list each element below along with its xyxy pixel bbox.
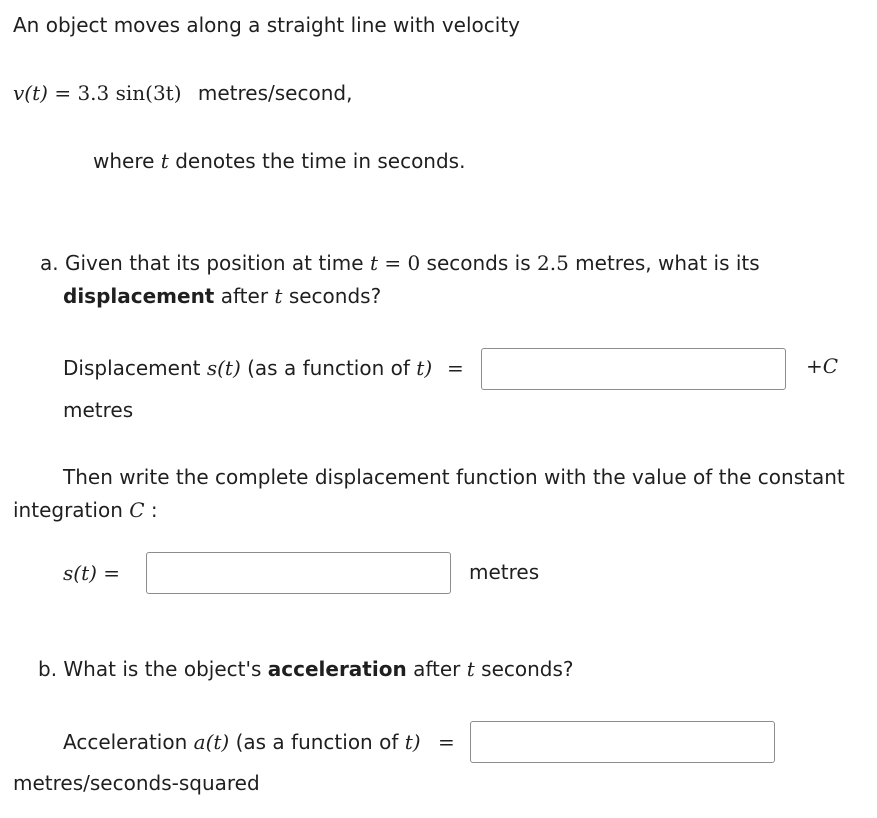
s-label: s(t) <box>63 561 97 585</box>
disp-label-fn: s(t) <box>206 356 241 380</box>
part-b-q-post: seconds? <box>481 657 574 681</box>
part-a-q2-pre: after <box>220 284 269 308</box>
s-function-unit: metres <box>469 560 540 584</box>
part-a-q-eq: = 0 <box>384 251 421 275</box>
displacement-label <box>63 356 432 380</box>
part-b-question <box>38 657 574 681</box>
time-note <box>93 149 465 173</box>
acceleration-input[interactable] <box>470 721 775 763</box>
acceleration-unit: metres/seconds-squared <box>13 771 260 795</box>
constant-instruction-line2 <box>13 498 158 522</box>
constant-instruction-pre: integration <box>13 498 123 522</box>
acceleration-label <box>63 730 421 754</box>
velocity-unit: metres/second, <box>197 81 353 105</box>
constant-instruction-var: C <box>129 498 145 522</box>
acceleration-keyword: acceleration <box>267 657 407 681</box>
time-note-var: t <box>160 149 169 173</box>
intro-text: An object moves along a straight line with velocity <box>13 13 521 37</box>
time-note-pre: where <box>93 149 155 173</box>
velocity-equals: = <box>54 81 72 105</box>
velocity-rhs: 3.3 sin(3t) <box>77 81 182 105</box>
acceleration-equals: = <box>438 730 455 754</box>
part-b-q-pre: b. What is the object's <box>38 657 262 681</box>
acc-label-pre: Acceleration <box>63 730 188 754</box>
displacement-keyword: displacement <box>63 284 215 308</box>
s-function-input[interactable] <box>146 552 451 594</box>
disp-label-mid: (as a function of <box>247 356 410 380</box>
velocity-equation <box>13 81 352 105</box>
part-a-q-val: 2.5 <box>537 251 569 275</box>
s-function-label <box>63 561 120 585</box>
disp-label-var: t) <box>416 356 433 380</box>
time-note-post: denotes the time in seconds. <box>175 149 466 173</box>
plus-c: +C <box>806 354 839 378</box>
part-a-q-t: t <box>369 251 378 275</box>
part-a-q2-var: t <box>274 284 283 308</box>
displacement-unit: metres <box>63 398 134 422</box>
displacement-input[interactable] <box>481 348 786 390</box>
part-a-q2-post: seconds? <box>288 284 382 308</box>
acc-label-var: t) <box>404 730 421 754</box>
part-b-q-mid: after <box>413 657 461 681</box>
part-a-q-post: metres, what is its <box>575 251 760 275</box>
part-a-q-pre: a. Given that its position at time <box>40 251 364 275</box>
part-a-q-mid: seconds is <box>426 251 531 275</box>
velocity-lhs: v(t) <box>13 81 48 105</box>
disp-label-pre: Displacement <box>63 356 201 380</box>
constant-instruction-post: : <box>150 498 158 522</box>
part-a-question-line2 <box>63 284 381 308</box>
acc-label-mid: (as a function of <box>235 730 399 754</box>
constant-instruction: Then write the complete displacement function with the value of the constant <box>63 465 845 489</box>
part-a-question <box>40 251 760 275</box>
displacement-equals: = <box>447 356 464 380</box>
part-b-q-var: t <box>466 657 475 681</box>
s-equals: = <box>103 561 121 585</box>
acc-label-fn: a(t) <box>193 730 230 754</box>
